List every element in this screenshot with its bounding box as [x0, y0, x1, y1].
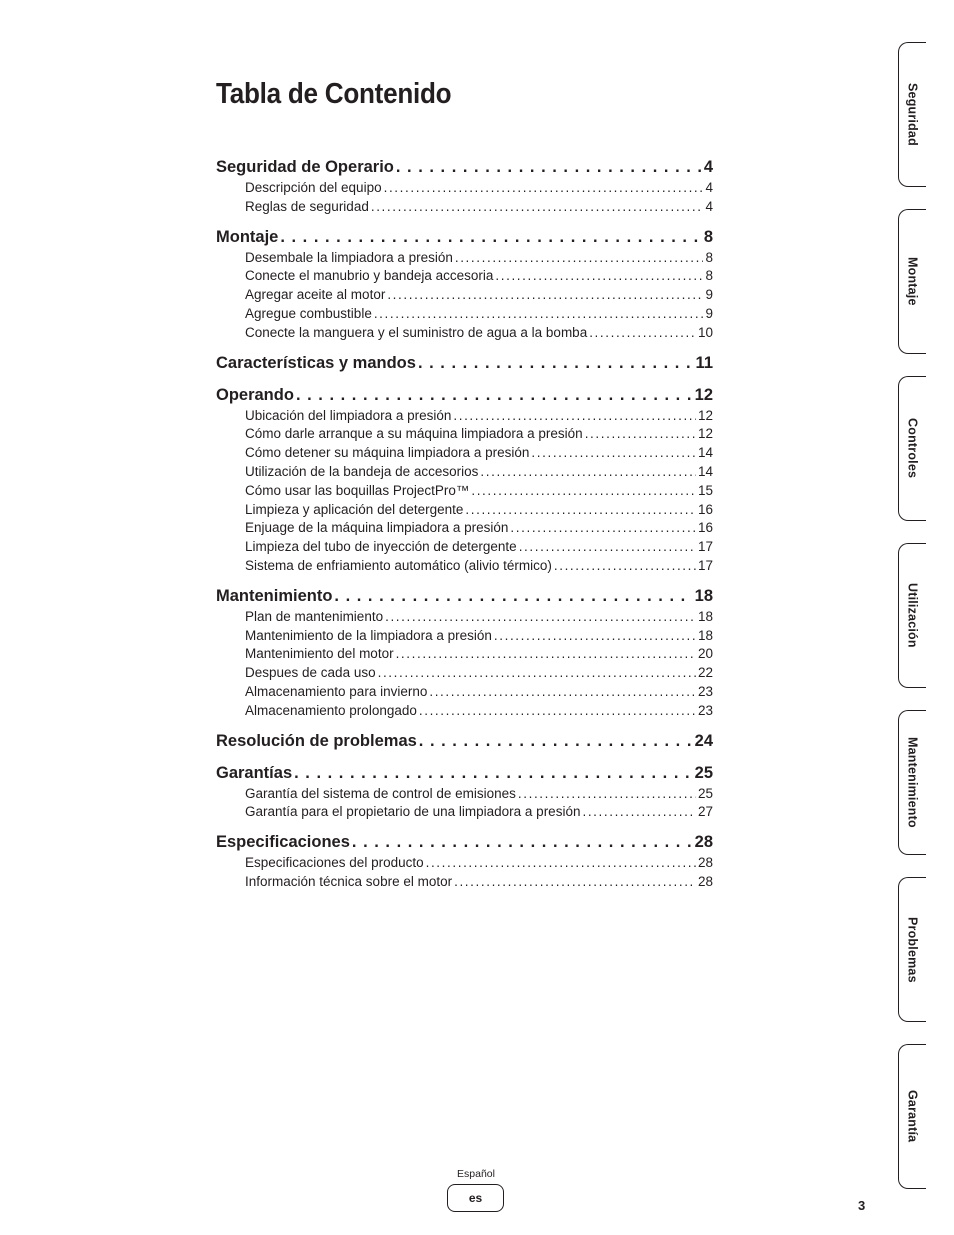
dot-leader — [352, 830, 693, 854]
toc-entry-label: Operando — [216, 385, 294, 404]
section-tab[interactable] — [898, 543, 926, 688]
toc-subentry-page: 4 — [705, 180, 713, 195]
dot-leader — [495, 267, 703, 286]
toc-subentry-page: 12 — [697, 426, 713, 442]
dot-leader — [531, 444, 696, 463]
toc-section — [216, 225, 713, 343]
language-badge: es — [447, 1184, 504, 1212]
dot-leader — [454, 873, 696, 892]
toc-entry-page: 4 — [703, 158, 713, 176]
toc-subentry-page: 12 — [697, 407, 713, 423]
toc-subentry-page: 14 — [697, 463, 713, 479]
toc-subentry-page: 25 — [697, 785, 713, 801]
language-label: Español — [457, 1168, 495, 1180]
dot-leader — [387, 286, 703, 305]
toc-entry[interactable] — [216, 584, 713, 608]
page-number: 3 — [858, 1198, 866, 1213]
dot-leader — [518, 785, 696, 804]
toc-entry-page: 12 — [694, 385, 713, 404]
dot-leader — [589, 324, 696, 343]
toc-entry-page: 8 — [703, 227, 713, 246]
toc-entry-label: Especificaciones — [216, 833, 350, 852]
dot-leader — [480, 463, 696, 482]
toc-entry[interactable] — [216, 729, 713, 753]
toc-entry-page: 11 — [695, 353, 713, 372]
toc-subentry-page: 18 — [697, 608, 713, 624]
toc-subentry-label: Cómo usar las boquillas ProjectPro™ — [245, 482, 470, 498]
toc-subentry[interactable] — [216, 425, 713, 444]
toc-subentry[interactable] — [216, 463, 713, 482]
toc-entry[interactable] — [216, 155, 713, 179]
toc-subentry-page: 9 — [705, 305, 713, 321]
section-tab[interactable] — [898, 1044, 926, 1189]
toc-subentry-label: Información técnica sobre el motor — [245, 873, 453, 889]
toc-subentry-label: Cómo darle arranque a su máquina limpiadora a presión — [245, 426, 583, 442]
toc-entry-label: Seguridad de Operario — [216, 158, 394, 176]
dot-leader — [465, 501, 696, 520]
section-tab[interactable] — [898, 42, 926, 187]
toc-entry-label: Resolución de problemas — [216, 731, 417, 750]
toc-entry-page: 18 — [694, 586, 713, 605]
toc-subentry-label: Agregue combustible — [245, 305, 372, 321]
dot-leader — [429, 683, 696, 702]
section-tab-label: Mantenimiento — [905, 737, 920, 828]
toc-subentry[interactable] — [216, 557, 713, 576]
toc-subentry[interactable] — [216, 664, 713, 683]
dot-leader — [385, 608, 696, 627]
dot-leader — [471, 482, 696, 501]
toc-subentry-label: Almacenamiento para invierno — [245, 683, 428, 699]
toc-subentry-label: Sistema de enfriamiento automático (alivio térmico) — [245, 557, 552, 573]
toc-subentry-label: Descripción del equipo — [245, 180, 382, 195]
toc-subentry-page: 8 — [705, 268, 713, 284]
toc-subentry[interactable] — [216, 608, 713, 627]
dot-leader — [519, 538, 696, 557]
section-tab-label: Utilización — [905, 583, 920, 648]
dot-leader — [396, 645, 696, 664]
toc-entry-label: Mantenimiento — [216, 586, 333, 605]
toc-entry-page: 24 — [694, 731, 713, 750]
toc-subentry-page: 20 — [697, 646, 713, 662]
section-tab-label: Controles — [905, 418, 920, 479]
toc-subentry[interactable] — [216, 854, 713, 873]
toc-subentry[interactable] — [216, 286, 713, 305]
toc-subentry-page: 14 — [697, 445, 713, 461]
toc-subentry[interactable] — [216, 785, 713, 804]
toc-subentry-page: 28 — [697, 855, 713, 871]
toc-subentry[interactable] — [216, 324, 713, 343]
toc-entry[interactable] — [216, 225, 713, 249]
toc-subentry-page: 16 — [697, 520, 713, 536]
toc-subentry[interactable] — [216, 702, 713, 721]
dot-leader — [455, 249, 704, 268]
toc-subentry-label: Enjuage de la máquina limpiadora a presión — [245, 520, 509, 536]
toc-subentry-page: 16 — [697, 501, 713, 517]
toc-subentry-page: 22 — [697, 665, 713, 681]
toc-subentry-label: Especificaciones del producto — [245, 855, 424, 871]
toc-entry-label: Garantías — [216, 763, 293, 782]
toc-subentry-label: Agregar aceite al motor — [245, 287, 386, 303]
dot-leader — [426, 854, 696, 873]
toc-subentry[interactable] — [216, 873, 713, 892]
toc-subentry[interactable] — [216, 482, 713, 501]
section-tab-label: Garantía — [905, 1090, 920, 1143]
toc-subentry-page: 15 — [697, 482, 713, 498]
dot-leader — [554, 557, 696, 576]
toc-subentry[interactable] — [216, 519, 713, 538]
section-tab[interactable] — [898, 877, 926, 1022]
toc-subentry-page: 4 — [705, 198, 713, 214]
toc-section — [216, 383, 713, 576]
toc-subentry-label: Almacenamiento prolongado — [245, 702, 417, 718]
dot-leader — [510, 519, 696, 538]
toc-subentry[interactable] — [216, 683, 713, 702]
toc-subentry-label: Ubicación del limpiadora a presión — [245, 407, 452, 423]
toc-subentry-page: 9 — [705, 287, 713, 303]
toc-subentry-label: Utilización de la bandeja de accesorios — [245, 463, 479, 479]
toc-subentry-page: 17 — [697, 557, 713, 573]
toc-subentry-page: 17 — [697, 539, 713, 555]
dot-leader — [582, 803, 696, 822]
dot-leader — [334, 584, 692, 608]
toc-entry[interactable] — [216, 761, 713, 785]
toc-entry[interactable] — [216, 830, 713, 854]
toc-section — [216, 830, 713, 892]
section-tab[interactable] — [898, 209, 926, 354]
toc-subentry[interactable] — [216, 179, 713, 198]
dot-leader — [396, 155, 702, 179]
toc-section — [216, 584, 713, 721]
toc-subentry[interactable] — [216, 803, 713, 822]
dot-leader — [418, 351, 694, 375]
toc-subentry-page: 27 — [697, 804, 713, 820]
toc-subentry-page: 18 — [697, 627, 713, 643]
toc-subentry-label: Reglas de seguridad — [245, 198, 369, 214]
dot-leader — [296, 383, 693, 407]
toc-entry[interactable] — [216, 351, 713, 375]
toc-subentry-label: Garantía para el propietario de una limpiadora a presión — [245, 804, 581, 820]
dot-leader — [371, 198, 704, 217]
toc-subentry[interactable] — [216, 305, 713, 324]
page-title: Tabla de Contenido — [216, 78, 452, 110]
toc-subentry-label: Mantenimiento del motor — [245, 646, 394, 662]
toc-subentry[interactable] — [216, 538, 713, 557]
toc-subentry-label: Desembale la limpiadora a presión — [245, 249, 453, 265]
toc-subentry-page: 10 — [697, 324, 713, 340]
toc-entry-page: 28 — [694, 833, 713, 852]
toc-entry-label: Montaje — [216, 227, 279, 246]
toc-section — [216, 761, 713, 823]
toc-subentry-page: 23 — [697, 683, 713, 699]
dot-leader — [384, 179, 704, 198]
dot-leader — [280, 225, 701, 249]
dot-leader — [294, 761, 693, 785]
dot-leader — [419, 729, 693, 753]
toc-subentry-label: Cómo detener su máquina limpiadora a presión — [245, 445, 530, 461]
toc-subentry-label: Limpieza del tubo de inyección de detergente — [245, 539, 517, 555]
table-of-contents — [216, 155, 713, 900]
toc-subentry-label: Garantía del sistema de control de emisiones — [245, 785, 516, 801]
toc-subentry-page: 8 — [705, 249, 713, 265]
section-tab[interactable] — [898, 710, 926, 855]
toc-subentry-label: Despues de cada uso — [245, 665, 376, 681]
dot-leader — [494, 627, 696, 646]
toc-subentry[interactable] — [216, 444, 713, 463]
toc-subentry[interactable] — [216, 645, 713, 664]
toc-entry[interactable] — [216, 383, 713, 407]
toc-subentry[interactable] — [216, 198, 713, 217]
toc-subentry[interactable] — [216, 501, 713, 520]
toc-section — [216, 729, 713, 753]
toc-subentry-page: 23 — [697, 702, 713, 718]
toc-subentry-label: Conecte el manubrio y bandeja accesoria — [245, 268, 494, 284]
toc-subentry-page: 28 — [697, 873, 713, 889]
section-tab-label: Problemas — [905, 916, 920, 983]
dot-leader — [585, 425, 696, 444]
section-tab[interactable] — [898, 376, 926, 521]
toc-subentry[interactable] — [216, 249, 713, 268]
toc-subentry[interactable] — [216, 267, 713, 286]
toc-subentry[interactable] — [216, 407, 713, 426]
dot-leader — [419, 702, 696, 721]
toc-section — [216, 155, 713, 217]
dot-leader — [378, 664, 696, 683]
toc-entry-label: Características y mandos — [216, 353, 416, 372]
toc-section — [216, 351, 713, 375]
dot-leader — [453, 407, 696, 426]
toc-subentry-label: Limpieza y aplicación del detergente — [245, 501, 464, 517]
toc-subentry-label: Conecte la manguera y el suministro de agua a la bomba — [245, 324, 588, 340]
section-tab-label: Seguridad — [905, 83, 920, 146]
section-tab-label: Montaje — [905, 257, 920, 306]
section-tabs — [898, 0, 928, 1235]
toc-entry-page: 25 — [694, 763, 713, 782]
dot-leader — [374, 305, 704, 324]
toc-subentry-label: Mantenimiento de la limpiadora a presión — [245, 627, 492, 643]
toc-subentry[interactable] — [216, 627, 713, 646]
toc-subentry-label: Plan de mantenimiento — [245, 608, 384, 624]
